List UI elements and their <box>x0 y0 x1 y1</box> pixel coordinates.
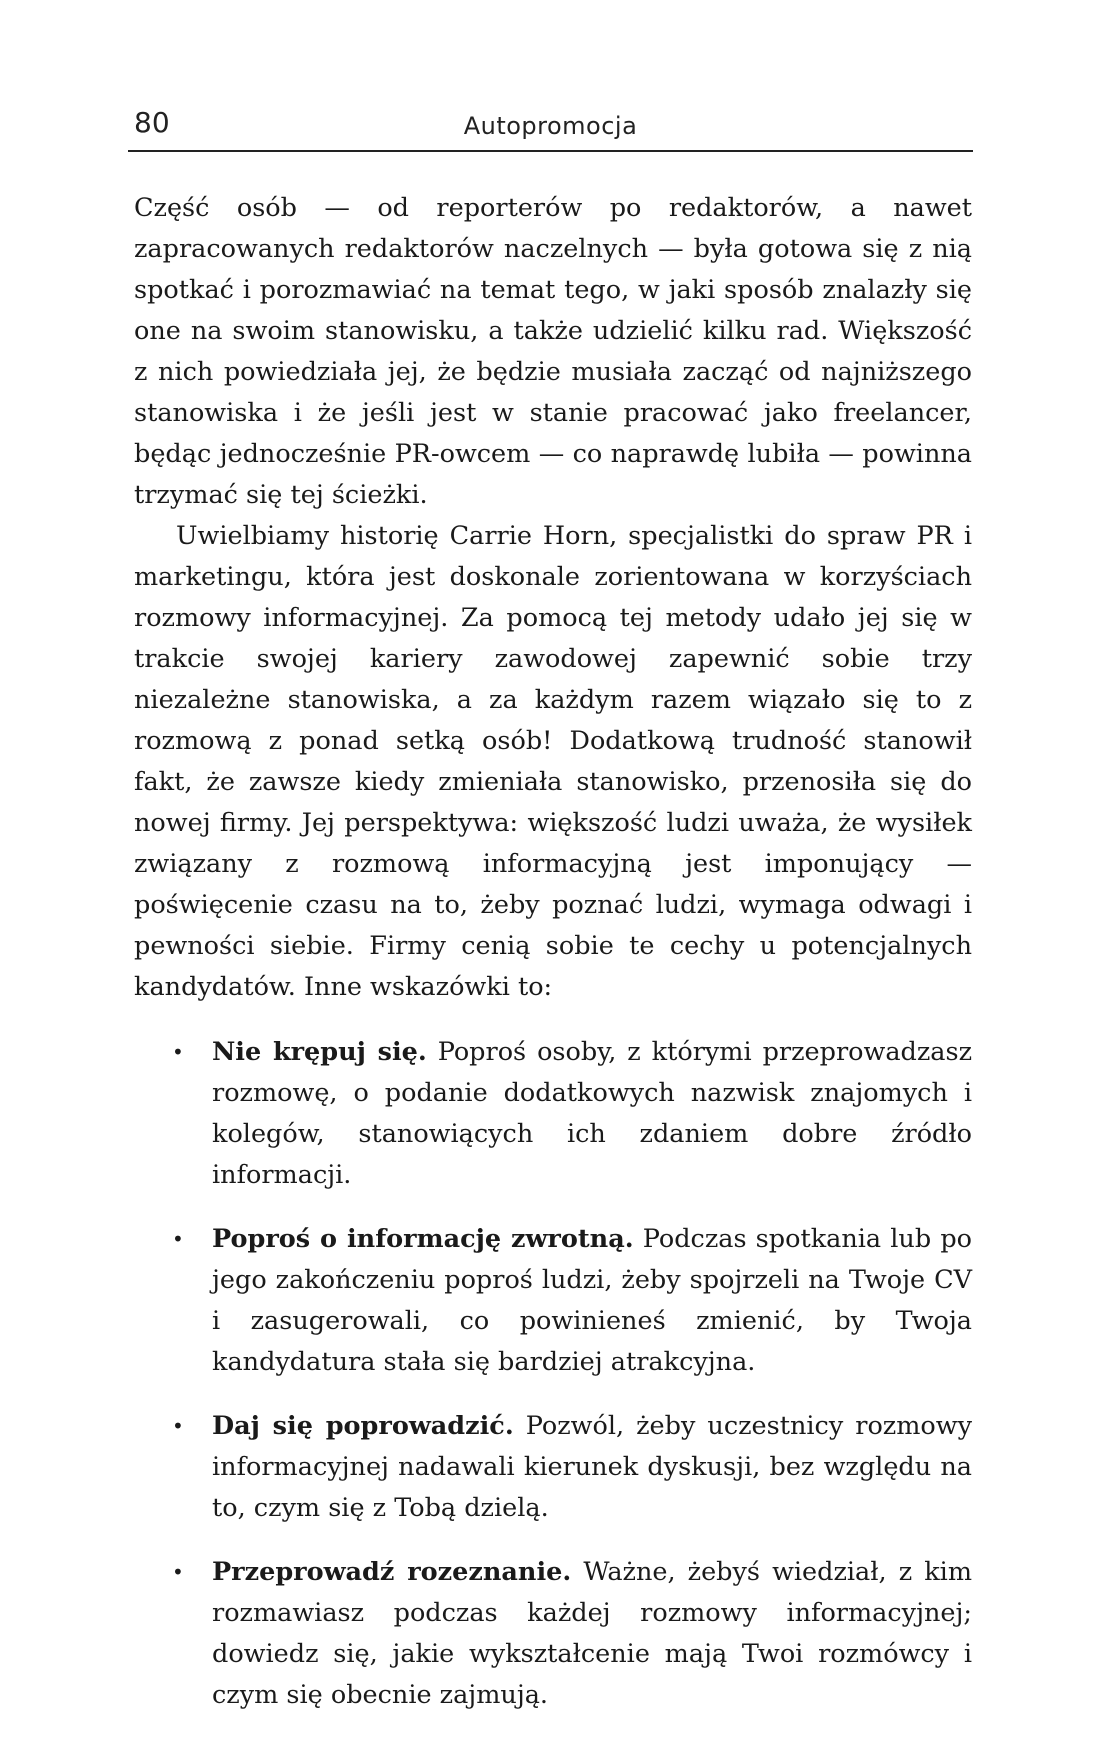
bullet-lead: Daj się poprowadzić. <box>212 1411 514 1441</box>
running-header <box>128 100 973 152</box>
bullet-icon: • <box>172 1414 184 1438</box>
paragraph: Uwielbiamy historię Carrie Horn, specjalistki do spraw PR i marketingu, która jest doskonale zorientowana w korzyściach rozmowy informacyjnej. Za pomocą tej metody udało jej się w trakcie swojej kariery zawodowej zapewnić sobie trzy niezależne stanowiska, a za każdym razem wiązało się to z rozmową z ponad setką osób! Dodatkową trudność stanowił fakt, że zawsze kiedy zmieniała stanowisko, przenosiła się do nowej firmy. Jej perspektywa: większość ludzi uważa, że wysiłek związany z rozmową informacyjną jest imponujący — poświęcenie czasu na to, żeby poznać ludzi, wymaga odwagi i pewności siebie. Firmy cenią sobie te cechy u potencjalnych kandydatów. Inne wskazówki to: <box>134 521 972 1002</box>
list-item <box>134 1032 972 1196</box>
running-title: Autopromocja <box>463 112 638 140</box>
bullet-text: Ważne, żebyś wiedział, z kim rozmawiasz podczas każdej rozmowy informacyjnej; dowiedz się, jakie wykształcenie mają Twoi rozmówcy i czym się obecnie zajmują. <box>212 1557 972 1710</box>
bullet-lead: Nie krępuj się. <box>212 1037 427 1067</box>
bullet-text: Podczas spotkania lub po jego zakończeniu poproś ludzi, żeby spojrzeli na Twoje CV i zasugerowali, co powinieneś zmienić, by Twoja kandydatura stała się bardziej atrakcyjna. <box>212 1224 972 1377</box>
body-text <box>134 188 972 1739</box>
bullet-text: Pozwól, żeby uczestnicy rozmowy informacyjnej nadawali kierunek dyskusji, bez względu na to, czym się z Tobą dzielą. <box>212 1411 972 1523</box>
bullet-lead: Poproś o informację zwrotną. <box>212 1224 634 1254</box>
bullet-lead: Przeprowadź rozeznanie. <box>212 1557 572 1587</box>
list-item <box>134 1406 972 1529</box>
bullet-text: Poproś osoby, z którymi przeprowadzasz rozmowę, o podanie dodatkowych nazwisk znajomych i kolegów, stanowiących ich zdaniem dobre źródło informacji. <box>212 1037 973 1190</box>
list-item <box>134 1219 972 1383</box>
bullet-icon: • <box>172 1227 184 1251</box>
bullet-icon: • <box>172 1560 184 1584</box>
bullet-icon: • <box>172 1040 184 1064</box>
tips-list <box>134 1032 972 1716</box>
paragraph: Część osób — od reporterów po redaktorów, a nawet zapracowanych redaktorów naczelnych — była gotowa się z nią spotkać i porozmawiać na temat tego, w jaki sposób znalazły się one na swoim stanowisku, a także udzielić kilku rad. Większość z nich powiedziała jej, że będzie musiała zacząć od najniższego stanowiska i że jeśli jest w stanie pracować jako freelancer, będąc jednocześnie PR-owcem — co naprawdę lubiła — powinna trzymać się tej ścieżki. <box>134 193 972 510</box>
page-number: 80 <box>134 106 170 139</box>
list-item <box>134 1552 972 1716</box>
